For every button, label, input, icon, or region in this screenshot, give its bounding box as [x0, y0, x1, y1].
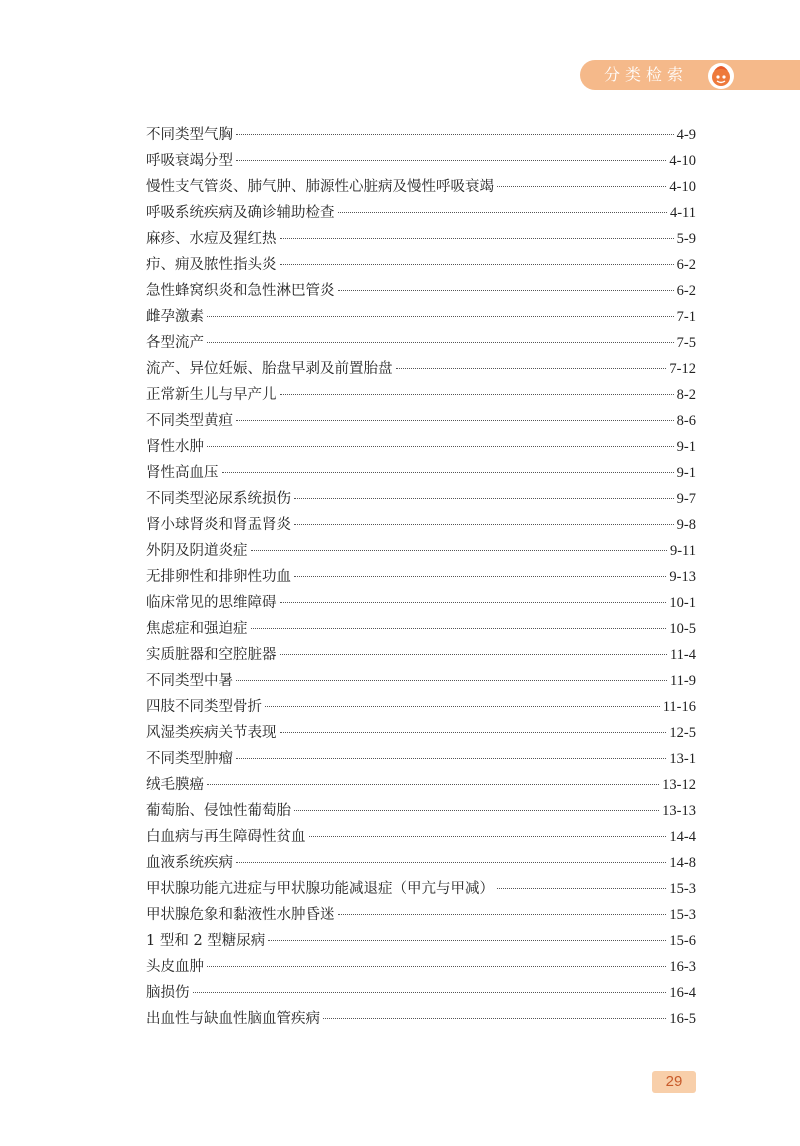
toc-entry-page: 9-1 [676, 465, 696, 481]
toc-entry[interactable] [146, 954, 696, 980]
dot-leader [338, 212, 667, 213]
toc-entry-page: 7-12 [669, 361, 696, 377]
toc-entry[interactable] [146, 486, 696, 512]
toc-entry-page: 11-4 [669, 647, 696, 663]
toc-entry-page: 6-2 [676, 283, 696, 299]
toc-entry-title: 不同类型气胸 [146, 127, 233, 143]
dot-leader [294, 810, 659, 811]
dot-leader [207, 316, 674, 317]
toc-entry[interactable] [146, 590, 696, 616]
toc-entry[interactable] [146, 668, 696, 694]
toc-entry[interactable] [146, 928, 696, 954]
toc-entry-page: 13-1 [669, 751, 696, 767]
dot-leader [294, 576, 666, 577]
toc-entry-title: 外阴及阴道炎症 [146, 543, 248, 559]
toc-entry-title: 疖、痈及脓性指头炎 [146, 257, 277, 273]
toc-entry-page: 13-13 [662, 803, 696, 819]
toc-entry[interactable] [146, 824, 696, 850]
toc-entry-title: 各型流产 [146, 335, 204, 351]
dot-leader [309, 836, 667, 837]
toc-entry-title: 无排卵性和排卵性功血 [146, 569, 291, 585]
toc-entry-title: 不同类型黄疸 [146, 413, 233, 429]
dot-leader [222, 472, 674, 473]
toc-entry-title: 白血病与再生障碍性贫血 [146, 829, 306, 845]
toc-entry-page: 10-1 [669, 595, 696, 611]
dot-leader [280, 238, 674, 239]
toc-entry-title: 不同类型中暑 [146, 673, 233, 689]
dot-leader [236, 134, 674, 135]
toc-entry[interactable] [146, 1006, 696, 1032]
toc-entry-title: 急性蜂窝织炎和急性淋巴管炎 [146, 283, 335, 299]
toc-entry-page: 11-9 [669, 673, 696, 689]
toc-entry-title: 四肢不同类型骨折 [146, 699, 262, 715]
toc-entry-title: 肾性水肿 [146, 439, 204, 455]
toc-entry-page: 16-4 [669, 985, 696, 1001]
toc-entry[interactable] [146, 304, 696, 330]
toc-entry[interactable] [146, 200, 696, 226]
toc-entry-title: 不同类型泌尿系统损伤 [146, 491, 291, 507]
dot-leader [497, 888, 666, 889]
toc-entry-page: 9-8 [676, 517, 696, 533]
toc-entry[interactable] [146, 798, 696, 824]
toc-entry-page: 8-2 [676, 387, 696, 403]
toc-entry-title: 麻疹、水痘及猩红热 [146, 231, 277, 247]
dot-leader [280, 602, 667, 603]
section-header-title: 分类检索 [604, 65, 689, 84]
toc-entry-page: 4-9 [676, 127, 696, 143]
toc-entry[interactable] [146, 356, 696, 382]
dot-leader [193, 992, 667, 993]
toc-entry-page: 9-13 [669, 569, 696, 585]
toc-entry-page: 13-12 [662, 777, 696, 793]
toc-entry-page: 8-6 [676, 413, 696, 429]
toc-entry[interactable] [146, 980, 696, 1006]
toc-entry[interactable] [146, 876, 696, 902]
toc-entry-page: 10-5 [669, 621, 696, 637]
toc-entry[interactable] [146, 252, 696, 278]
toc-entry-page: 12-5 [669, 725, 696, 741]
toc-entry[interactable] [146, 174, 696, 200]
toc-entry[interactable] [146, 720, 696, 746]
table-of-contents [146, 122, 696, 1032]
dot-leader [207, 784, 659, 785]
toc-entry-page: 15-3 [669, 907, 696, 923]
toc-entry[interactable] [146, 850, 696, 876]
toc-entry[interactable] [146, 512, 696, 538]
dot-leader [268, 940, 666, 941]
dot-leader [338, 290, 674, 291]
toc-entry-page: 9-1 [676, 439, 696, 455]
toc-entry[interactable] [146, 694, 696, 720]
toc-entry-page: 15-6 [669, 933, 696, 949]
toc-entry-title: 甲状腺功能亢进症与甲状腺功能减退症（甲亢与甲减） [146, 881, 494, 897]
dot-leader [396, 368, 667, 369]
toc-entry-page: 9-7 [676, 491, 696, 507]
dot-leader [236, 680, 667, 681]
toc-entry[interactable] [146, 616, 696, 642]
mascot-logo-icon [705, 59, 737, 91]
toc-entry-title: 甲状腺危象和黏液性水肿昏迷 [146, 907, 335, 923]
toc-entry[interactable] [146, 148, 696, 174]
toc-entry-title: 正常新生儿与早产儿 [146, 387, 277, 403]
toc-entry[interactable] [146, 642, 696, 668]
toc-entry-title: 流产、异位妊娠、胎盘早剥及前置胎盘 [146, 361, 393, 377]
toc-entry[interactable] [146, 122, 696, 148]
dot-leader [338, 914, 667, 915]
dot-leader [265, 706, 660, 707]
toc-entry-page: 4-10 [669, 153, 696, 169]
toc-entry-page: 14-8 [669, 855, 696, 871]
toc-entry-page: 9-11 [669, 543, 696, 559]
toc-entry[interactable] [146, 226, 696, 252]
toc-entry[interactable] [146, 746, 696, 772]
toc-entry[interactable] [146, 564, 696, 590]
toc-entry-page: 16-3 [669, 959, 696, 975]
dot-leader [207, 446, 674, 447]
toc-entry-page: 16-5 [669, 1011, 696, 1027]
toc-entry-page: 5-9 [676, 231, 696, 247]
toc-entry-title: 实质脏器和空腔脏器 [146, 647, 277, 663]
toc-entry-title: 呼吸衰竭分型 [146, 153, 233, 169]
toc-entry-page: 14-4 [669, 829, 696, 845]
dot-leader [236, 862, 666, 863]
toc-entry-title: 肾小球肾炎和肾盂肾炎 [146, 517, 291, 533]
dot-leader [280, 394, 674, 395]
dot-leader [236, 160, 666, 161]
toc-entry[interactable] [146, 408, 696, 434]
dot-leader [294, 498, 674, 499]
toc-entry-title: 脑损伤 [146, 985, 190, 1001]
toc-entry-page: 6-2 [676, 257, 696, 273]
dot-leader [236, 758, 666, 759]
toc-entry-title: 焦虑症和强迫症 [146, 621, 248, 637]
toc-entry-title: 头皮血肿 [146, 959, 204, 975]
toc-entry-title: 出血性与缺血性脑血管疾病 [146, 1011, 320, 1027]
toc-entry-title: 临床常见的思维障碍 [146, 595, 277, 611]
toc-entry[interactable] [146, 538, 696, 564]
toc-entry[interactable] [146, 382, 696, 408]
toc-entry-page: 4-10 [669, 179, 696, 195]
toc-entry-title: 慢性支气管炎、肺气肿、肺源性心脏病及慢性呼吸衰竭 [146, 179, 494, 195]
toc-entry-page: 7-1 [676, 309, 696, 325]
toc-entry[interactable] [146, 330, 696, 356]
toc-entry-title: 绒毛膜癌 [146, 777, 204, 793]
toc-entry-title: 1 型和 2 型糖尿病 [146, 933, 266, 949]
dot-leader [497, 186, 666, 187]
dot-leader [236, 420, 674, 421]
toc-entry[interactable] [146, 278, 696, 304]
toc-entry[interactable] [146, 434, 696, 460]
dot-leader [280, 654, 667, 655]
toc-entry-page: 15-3 [669, 881, 696, 897]
dot-leader [323, 1018, 666, 1019]
dot-leader [280, 264, 674, 265]
dot-leader [207, 342, 674, 343]
toc-entry-title: 不同类型肿瘤 [146, 751, 233, 767]
dot-leader [294, 524, 674, 525]
toc-entry-title: 血液系统疾病 [146, 855, 233, 871]
toc-entry-title: 肾性高血压 [146, 465, 219, 481]
dot-leader [207, 966, 666, 967]
page-number: 29 [652, 1071, 696, 1093]
toc-entry-title: 呼吸系统疾病及确诊辅助检查 [146, 205, 335, 221]
dot-leader [280, 732, 667, 733]
toc-entry-title: 葡萄胎、侵蚀性葡萄胎 [146, 803, 291, 819]
toc-entry-title: 雌孕激素 [146, 309, 204, 325]
toc-entry[interactable] [146, 902, 696, 928]
toc-entry[interactable] [146, 772, 696, 798]
toc-entry[interactable] [146, 460, 696, 486]
toc-entry-page: 4-11 [669, 205, 696, 221]
dot-leader [251, 628, 667, 629]
toc-entry-page: 7-5 [676, 335, 696, 351]
toc-entry-title: 风湿类疾病关节表现 [146, 725, 277, 741]
toc-entry-page: 11-16 [662, 699, 696, 715]
dot-leader [251, 550, 667, 551]
